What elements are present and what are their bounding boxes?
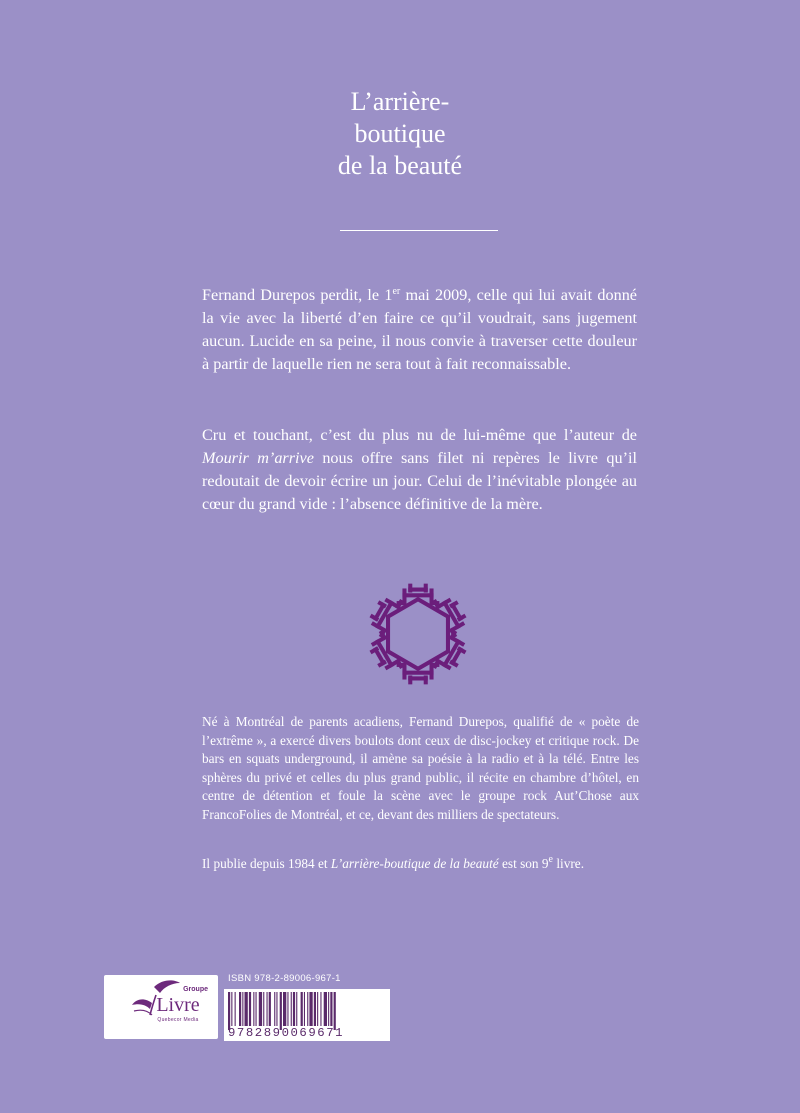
barcode-bar (314, 992, 316, 1026)
barcode-bar (263, 992, 264, 1026)
title-line-3: de la beauté (337, 151, 463, 180)
barcode-bar (330, 992, 332, 1026)
publisher-group-label: Groupe (183, 986, 208, 993)
bio-p2-text-c: livre. (553, 856, 585, 871)
publisher-subtitle: Quebecor Media (157, 1017, 199, 1023)
barcode-bar (239, 992, 241, 1026)
publisher-logo (104, 975, 218, 1039)
blurb-paragraph-1 (202, 284, 637, 376)
blurb-p2-text-a: Cru et touchant, c’est du plus nu de lui-même que l’auteur de (202, 426, 637, 444)
barcode-bar (324, 992, 327, 1026)
barcode-bar (256, 992, 257, 1026)
barcode-digits: 9782890069671 (228, 1026, 345, 1040)
barcode-bar (320, 992, 321, 1026)
barcode-bar (280, 992, 282, 1030)
barcode-bar (309, 992, 312, 1026)
barcode-bar (317, 992, 318, 1026)
barcode-bar (228, 992, 230, 1030)
barcode-bar (259, 992, 262, 1026)
blurb-p1-superscript: er (392, 286, 401, 297)
bio-p2-text-b: est son 9 (498, 856, 549, 871)
barcode-bar (274, 992, 275, 1026)
barcode-bar (235, 992, 236, 1026)
isbn-label: ISBN 978-2-89006-967-1 (228, 973, 341, 984)
barcode-bar (245, 992, 248, 1026)
title-line-1: L’arrière- (350, 87, 450, 116)
author-bio-paragraph-2 (202, 855, 639, 874)
barcode (224, 989, 390, 1041)
barcode-bar (253, 992, 254, 1026)
hexagonal-knot-emblem-icon (360, 578, 476, 690)
barcode-bar (231, 992, 232, 1026)
bio-p2-text-a: Il publie depuis 1984 et (202, 856, 331, 871)
bio-p2-book-title: L’arrière-boutique de la beauté (330, 856, 499, 871)
blurb-p1-text-a: Fernand Durepos perdit, le 1 (202, 286, 393, 304)
barcode-bar (304, 992, 305, 1026)
barcode-bar (269, 992, 271, 1026)
bio-p2-superscript: e (548, 854, 553, 865)
title-line-2: boutique (354, 119, 446, 148)
barcode-bar (307, 992, 308, 1026)
title-divider (340, 230, 498, 231)
barcode-bar (334, 992, 336, 1030)
barcode-bar (291, 992, 292, 1026)
blurb-p2-book-title: Mourir m’arrive (202, 449, 314, 467)
book-title (0, 86, 800, 182)
publisher-name: Livre (156, 994, 200, 1016)
barcode-bar (242, 992, 243, 1026)
author-bio-paragraph-1: Né à Montréal de parents acadiens, Fernand Durepos, qualifié de « poète de l’extrême », a exercé divers boulots dont ceux de disc-jockey et critique rock. De bars en squats underground, il amène sa poésie à la radio et à la télé. Entre les sphères du privé et celles du plus grand public, il récite en chambre d’hôtel, en centre de détention et foule la scène avec le groupe rock Aut’Chose aux FrancoFolies de Montréal, et ce, devant des milliers de spectateurs. (202, 714, 639, 822)
blurb-p1-text-b: mai 2009, celle qui lui avait donné la vie avec la liberté d’en faire ce qu’il voudrait, sans jugement aucun. Lucide en sa peine, il nous convie à traverser cette douleur à partir de laquelle rien ne sera tout à fait reconnaissable. (202, 286, 637, 373)
barcode-bar (249, 992, 251, 1026)
blurb-p2-text-b: nous offre sans filet ni repères le livre qu’il redoutait de devoir écrire un jour. Celui de l’inévitable plongée au cœur du grand vide : l’absence définitive de la mère. (202, 449, 637, 513)
barcode-bar (293, 992, 295, 1026)
barcode-bar (328, 992, 329, 1026)
barcode-bar (267, 992, 268, 1026)
barcode-bar (276, 992, 277, 1026)
blurb-paragraph-2 (202, 424, 637, 516)
barcode-bar (283, 992, 286, 1026)
barcode-bar (301, 992, 303, 1026)
barcode-bar (287, 992, 288, 1026)
barcode-bar (296, 992, 297, 1026)
